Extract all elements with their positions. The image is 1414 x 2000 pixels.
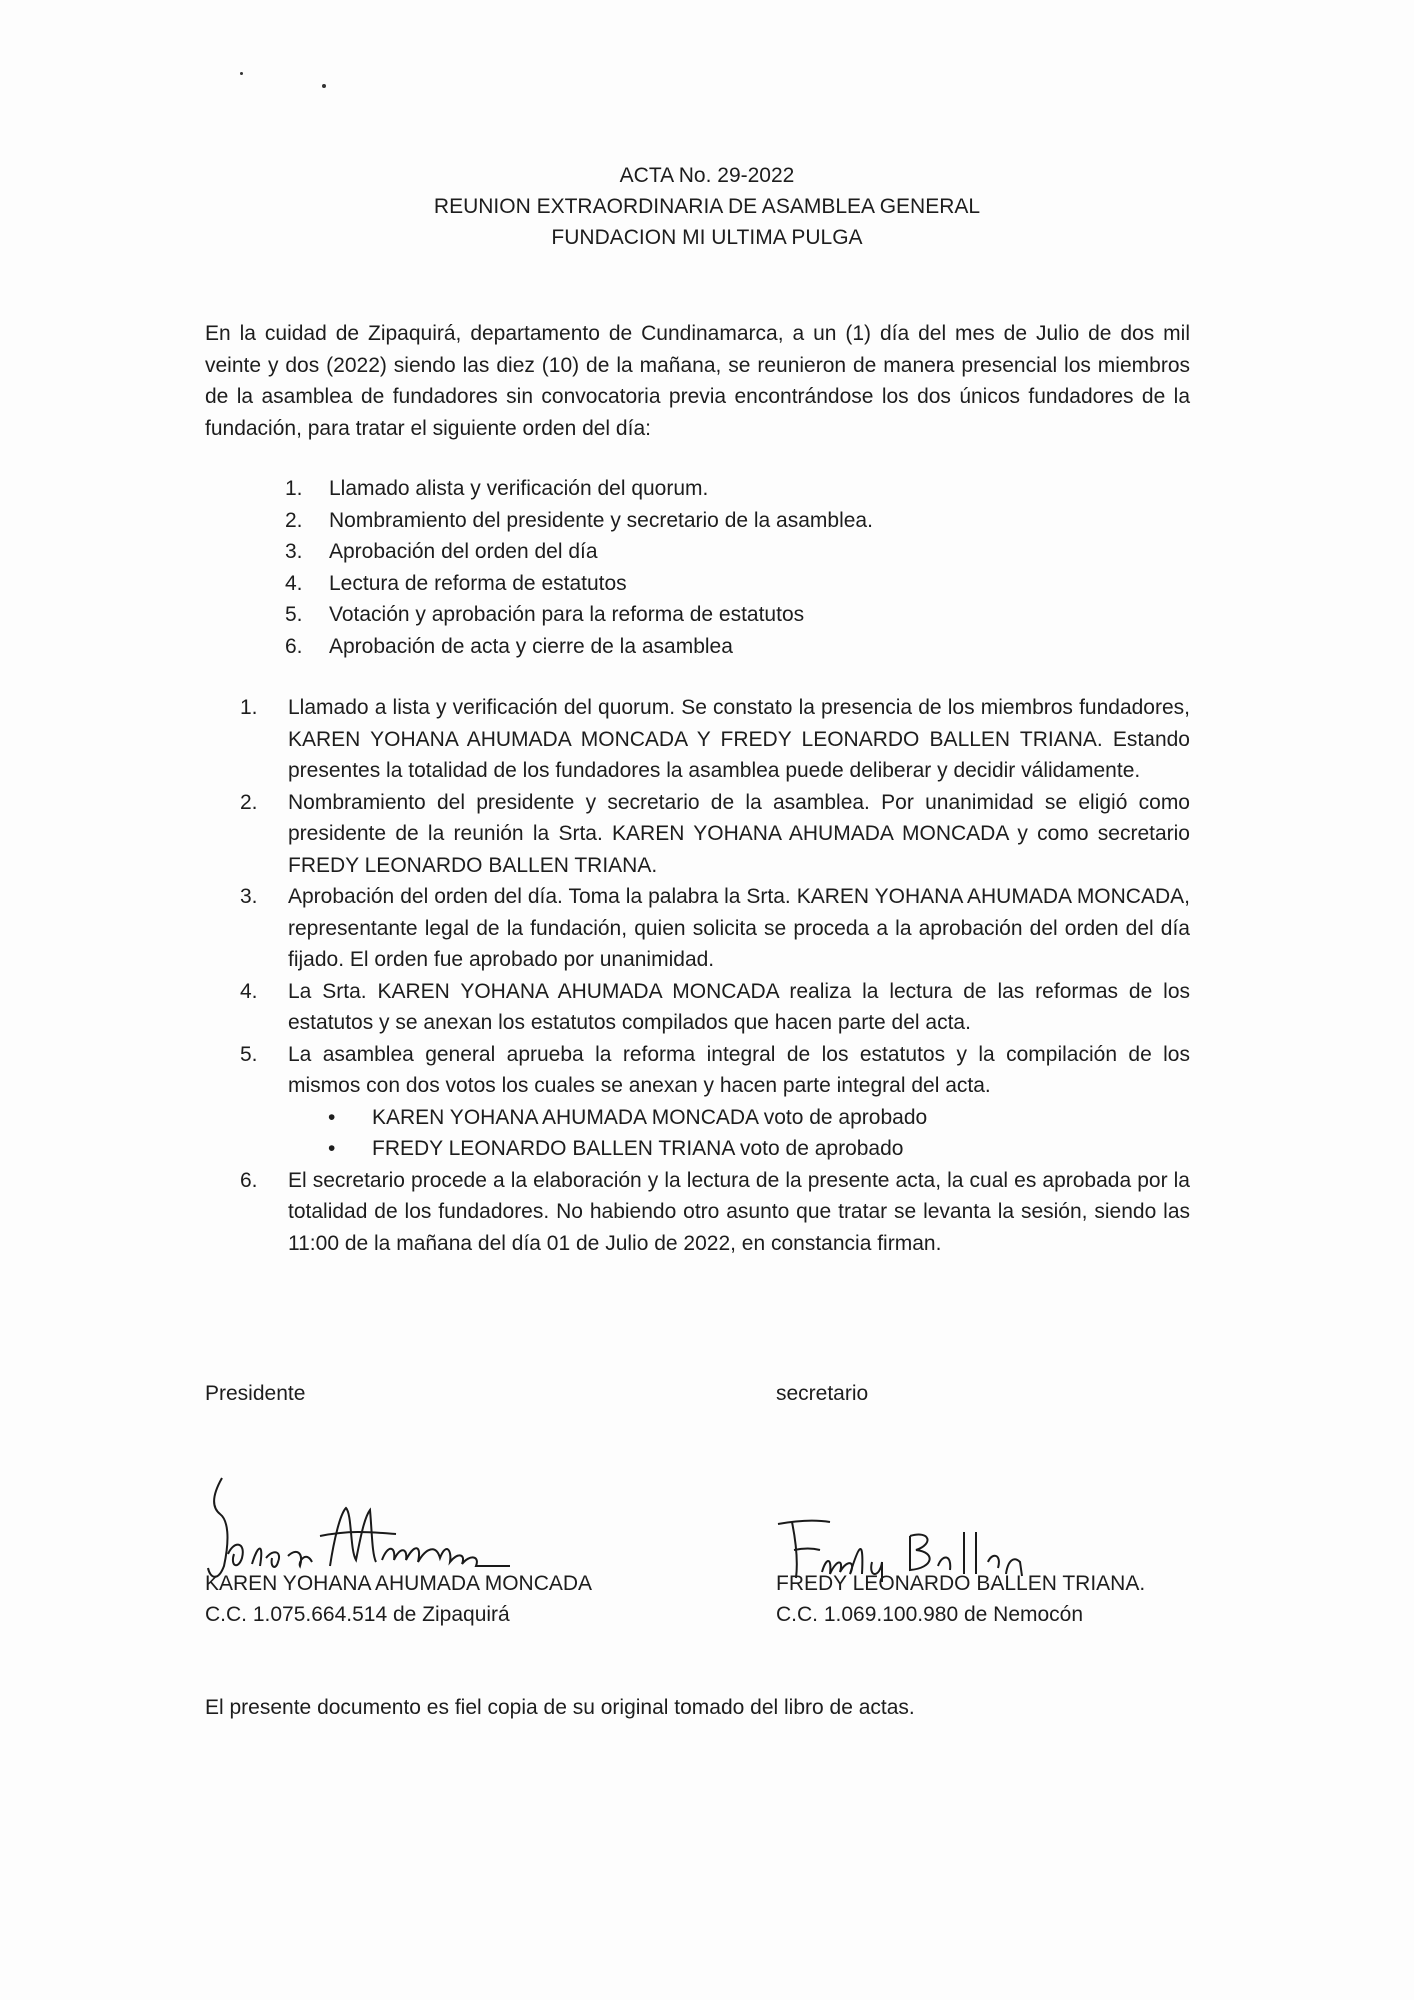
secretary-label: secretario [776,1382,869,1405]
detail-number: 3. [240,885,258,908]
agenda-number: 4. [285,571,303,595]
agenda-text: Lectura de reforma de estatutos [329,571,627,595]
document-header [0,160,1414,253]
intro-paragraph: En la cuidad de Zipaquirá, departamento de Cundinamarca, a un (1) día del mes de Julio de dos mil veinte y dos (2022) siendo las diez (10) de la mañana, se reunieron de manera presencial los miembros de la asamblea de fundadores sin convocatoria previa encontrándose los dos únicos fundadores de la fundación, para tratar el siguiente orden del día: [205,322,1190,440]
detail-item [240,1165,1190,1260]
detail-text: Llamado a lista y verificación del quorum. Se constato la presencia de los miembros fundadores, KAREN YOHANA AHUMADA MONCADA Y FREDY LEONARDO BALLEN TRIANA. Estando presentes la totalidad de los fundadores la asamblea puede deliberar y decidir válidamente. [288,696,1190,782]
agenda-text: Aprobación del orden del día [329,540,598,563]
detail-number: 5. [240,1042,258,1066]
scan-speck [240,72,243,75]
secretary-id: C.C. 1.069.100.980 de Nemocón [776,1603,1084,1626]
agenda-number: 1. [285,477,303,500]
agenda-number: 3. [285,540,303,563]
detail-item [240,881,1190,976]
agenda-item [285,599,1165,631]
agenda-list [285,473,1165,662]
detail-item [240,787,1190,882]
votes-list [288,1102,1190,1165]
agenda-item [285,473,1165,505]
meeting-title: REUNION EXTRAORDINARIA DE ASAMBLEA GENERAL [433,195,981,218]
president-label: Presidente [205,1382,306,1405]
detail-item [240,976,1190,1039]
footer-note: El presente documento es fiel copia de su original tomado del libro de actas. [205,1696,915,1719]
agenda-text: Llamado alista y verificación del quorum. [329,477,709,500]
detail-text: El secretario procede a la elaboración y la lectura de la presente acta, la cual es aprobada por la totalidad de los fundadores. No habiendo otro asunto que tratar se levanta la sesión, siendo las 11:00 de la mañana del día 01 de Julio de 2022, en constancia firman. [288,1168,1190,1255]
vote-text: FREDY LEONARDO BALLEN TRIANA voto de aprobado [372,1137,904,1160]
president-block [205,1568,592,1630]
detail-number: 1. [240,696,258,719]
secretary-block [776,1568,1145,1630]
detail-number: 2. [240,790,258,814]
agenda-text: Aprobación de acta y cierre de la asamblea [329,634,733,658]
president-name: KAREN YOHANA AHUMADA MONCADA [205,1572,593,1595]
detail-item [240,692,1190,787]
agenda-item [285,568,1165,600]
minutes-details-list [240,692,1190,1259]
vote-item [288,1133,1190,1165]
act-number: ACTA No. 29-2022 [619,164,795,187]
detail-text: Aprobación del orden del día. Toma la palabra la Srta. KAREN YOHANA AHUMADA MONCADA, representante legal de la fundación, quien solicita se proceda a la aprobación del orden del día fijado. El orden fue aprobado por unanimidad. [288,885,1190,971]
secretary-name: FREDY LEONARDO BALLEN TRIANA. [776,1572,1146,1595]
agenda-text: Votación y aprobación para la reforma de estatutos [329,603,805,626]
bullet-icon: • [328,1105,336,1129]
scan-speck [322,84,326,88]
agenda-number: 6. [285,634,303,658]
foundation-name: FUNDACION MI ULTIMA PULGA [551,226,863,249]
agenda-item [285,631,1165,663]
agenda-item [285,536,1165,568]
agenda-text: Nombramiento del presidente y secretario de la asamblea. [329,508,873,532]
vote-text: KAREN YOHANA AHUMADA MONCADA voto de aprobado [372,1105,928,1129]
detail-number: 4. [240,979,258,1003]
detail-item [240,1039,1190,1165]
vote-item [288,1102,1190,1134]
agenda-item [285,505,1165,537]
president-id: C.C. 1.075.664.514 de Zipaquirá [205,1603,510,1626]
agenda-number: 5. [285,603,303,626]
detail-number: 6. [240,1168,258,1192]
detail-text: La Srta. KAREN YOHANA AHUMADA MONCADA realiza la lectura de las reformas de los estatutos y se anexan los estatutos compilados que hacen parte del acta. [288,979,1190,1034]
detail-text: La asamblea general aprueba la reforma integral de los estatutos y la compilación de los mismos con dos votos los cuales se anexan y hacen parte integral del acta. [288,1042,1190,1097]
detail-text: Nombramiento del presidente y secretario de la asamblea. Por unanimidad se eligió como presidente de la reunión la Srta. KAREN YOHANA AHUMADA MONCADA y como secretario FREDY LEONARDO BALLEN TRIANA. [288,790,1190,877]
agenda-number: 2. [285,508,303,532]
bullet-icon: • [328,1137,336,1160]
